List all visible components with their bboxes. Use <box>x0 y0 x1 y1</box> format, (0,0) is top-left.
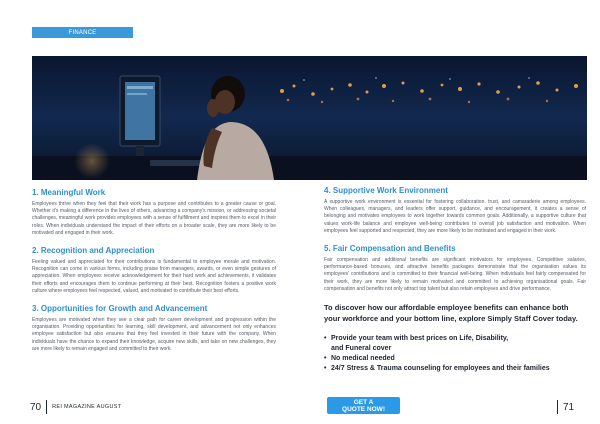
footer-left <box>30 400 121 414</box>
get-quote-button[interactable] <box>327 397 400 414</box>
benefit-item-continued: and Funeral cover <box>331 345 392 353</box>
section-heading-meaningful-work: 1. Meaningful Work <box>32 188 106 197</box>
page-number-left: 70 <box>30 401 42 413</box>
benefits-list <box>324 334 586 374</box>
footer-divider <box>557 400 558 414</box>
section-heading-supportive-environment: 4. Supportive Work Environment <box>324 186 448 195</box>
section-body-meaningful-work: Employees thrive when they feel that their work has a purpose and contributes to a greater cause or goal. Whether it's making a difference in the lives of others, advancing a company's mission, or addressing societal challenges, meaningful work provides employees with a sense of fulfillment and inspires them to excel in their roles. When individuals understand the impact of their efforts on a broader scale, they are more likely to be motivated and engaged in their work. <box>32 201 276 236</box>
section-body-supportive-environment: A supportive work environment is essential for fostering collaboration, trust, and camaraderie among employees. When colleagues, managers, and leaders offer support, guidance, and encouragement, it creates a sense of belonging and motivates employees to work together towards common goals. Additionally, a supportive culture that values work-life balance and employee well-being contributes to overall job satisfaction and motivation. When employees feel supported and respected, they are more likely to be motivated and engaged in their work. <box>324 199 586 234</box>
section-tag: FINANCE <box>32 27 133 38</box>
benefit-item: • No medical needed <box>324 354 586 364</box>
section-body-recognition: Feeling valued and appreciated for their contributions is fundamental to employee morale and motivation. Recognition can come in various forms, including praise from managers, awards, or even simple gestures of appreciation. When employees receive acknowledgement for their hard work and achievements, it validates their efforts and encourages them to continue performing at their best. Recognition fosters a positive work culture where employees feel respected, valued, and motivated to contribute their best efforts. <box>32 259 276 294</box>
right-column <box>324 186 586 374</box>
benefit-item: • 24/7 Stress & Trauma counseling for employees and their families <box>324 364 586 374</box>
benefit-item: • Provide your team with best prices on Life, Disability, <box>324 334 586 344</box>
footer-right <box>552 400 574 414</box>
section-body-fair-compensation: Fair compensation and additional benefits are significant motivators for employees. Competitive salaries, performance-based bonuses, and attractive benefits packages demonstrate that the organisation values its employees' contributions and is committed to their financial well-being. When individuals feel fairly compensated for their work, they are more likely to remain motivated and committed to achieving organisational goals. Fair compensation and benefits not only attract top talent but also retain employees and drive performance. <box>324 257 586 292</box>
cta-paragraph: To discover how our affordable employee benefits can enhance both your workforce and your bottom line, explore Simply Staff Cover today. <box>324 303 578 324</box>
section-heading-fair-compensation: 5. Fair Compensation and Benefits <box>324 244 456 254</box>
section-body-growth: Employees are motivated when they see a clear path for career development and progression within the organisation. Providing opportunities for learning, skill development, and advancement not only enhances employee satisfaction but also ensures that they feel invested in their future with the company. When individuals have the chance to expand their knowledge, acquire new skills, and take on new challenges, they are more likely to remain engaged and committed to their work. <box>32 317 276 352</box>
woman-at-computer-night-office-photo <box>32 56 587 180</box>
page-number-right: 71 <box>563 401 575 413</box>
section-heading-recognition: 2. Recognition and Appreciation <box>32 246 155 256</box>
get-quote-button-line2: QUOTE NOW! <box>342 405 385 413</box>
get-quote-button-line1: GET A <box>353 398 374 406</box>
left-column <box>32 188 276 362</box>
section-heading-growth: 3. Opportunities for Growth and Advancement <box>32 304 208 314</box>
magazine-name: REI MAGAZINE AUGUST <box>52 404 122 410</box>
footer-divider <box>46 400 47 414</box>
